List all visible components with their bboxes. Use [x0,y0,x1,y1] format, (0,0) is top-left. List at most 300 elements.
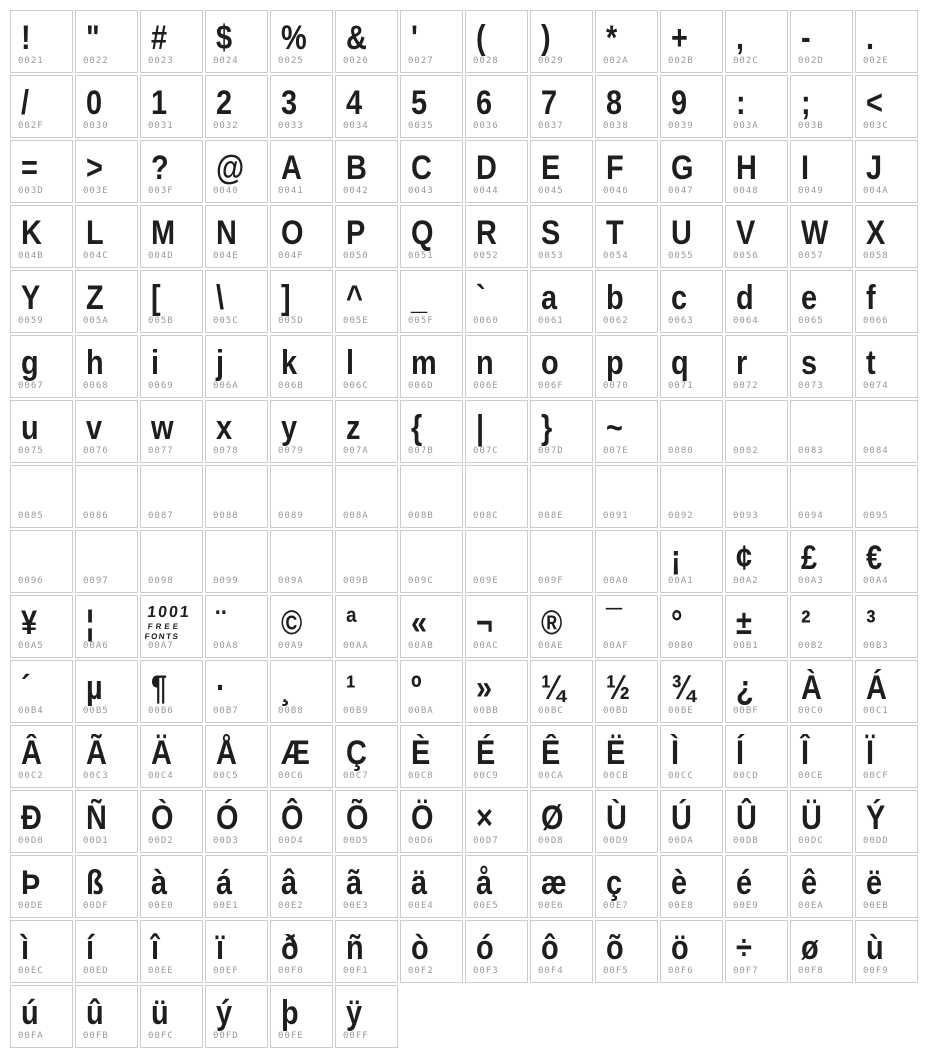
code-label: 0028 [473,56,499,66]
glyph: k [281,344,298,382]
code-label: 00CD [733,771,759,781]
glyph-cell-0079 [270,400,333,463]
glyph: % [281,19,307,57]
glyph-cell-0086 [75,465,138,528]
glyph: ã [346,864,363,902]
code-label: 0087 [148,511,174,521]
glyph-cell-00CA [530,725,593,788]
code-label: 00A8 [213,641,239,651]
glyph: î [151,929,160,967]
glyph-cell-006D [400,335,463,398]
code-label: 00C6 [278,771,304,781]
glyph: $ [216,19,233,57]
glyph-cell-00A6 [75,595,138,658]
glyph-cell-0074 [855,335,918,398]
glyph: c [671,279,688,317]
glyph-cell-003A [725,75,788,138]
code-label: 00D5 [343,836,369,846]
glyph-cell-0040 [205,140,268,203]
glyph-cell-0022 [75,10,138,73]
code-label: 0057 [798,251,824,261]
glyph: ¦ [86,604,95,642]
glyph-cell-00F2 [400,920,463,983]
glyph-cell-0053 [530,205,593,268]
glyph-cell-00B6 [140,660,203,723]
glyph-cell-002D [790,10,853,73]
glyph-cell-0032 [205,75,268,138]
glyph-cell-008B [400,465,463,528]
code-label: 00B4 [18,706,44,716]
glyph-cell-00F8 [790,920,853,983]
code-label: 0050 [343,251,369,261]
code-label: 0054 [603,251,629,261]
glyph-cell-005B [140,270,203,333]
glyph-cell-00C1 [855,660,918,723]
glyph-cell-0062 [595,270,658,333]
glyph-cell-00F3 [465,920,528,983]
glyph: ô [541,929,559,967]
glyph: Ç [346,734,367,772]
glyph-cell-004B [10,205,73,268]
code-label: 0041 [278,186,304,196]
glyph: ) [541,19,551,57]
code-label: 00DC [798,836,824,846]
glyph-cell-0023 [140,10,203,73]
glyph-cell-00E1 [205,855,268,918]
glyph-cell-00E6 [530,855,593,918]
glyph-cell-00D2 [140,790,203,853]
glyph-cell-0096 [10,530,73,593]
code-label: 00BB [473,706,499,716]
glyph-cell-00E3 [335,855,398,918]
glyph: = [21,149,38,187]
glyph-cell-0093 [725,465,788,528]
glyph: l [346,344,355,382]
glyph: / [21,84,30,122]
glyph-cell-0064 [725,270,788,333]
glyph-cell-00B7 [205,660,268,723]
code-label: 003E [83,186,109,196]
glyph: Ô [281,799,304,837]
glyph-cell-0077 [140,400,203,463]
glyph-cell-002E [855,10,918,73]
glyph-cell-00A9 [270,595,333,658]
glyph-cell-00A3 [790,530,853,593]
code-label: 0037 [538,121,564,131]
code-label: 00C3 [83,771,109,781]
code-label: 0022 [83,56,109,66]
glyph: ÿ [346,994,363,1032]
code-label: 00C9 [473,771,499,781]
glyph: à [151,864,168,902]
glyph-cell-00A2 [725,530,788,593]
code-label: 0086 [83,511,109,521]
glyph: ] [281,279,291,317]
glyph: d [736,279,754,317]
glyph-cell-009C [400,530,463,593]
code-label: 00F3 [473,966,499,976]
code-label: 0097 [83,576,109,586]
code-label: 0047 [668,186,694,196]
glyph-cell-00E5 [465,855,528,918]
glyph: Ý [866,799,886,837]
glyph-cell-0099 [205,530,268,593]
glyph: æ [541,864,567,902]
code-label: 003F [148,186,174,196]
code-label: 0025 [278,56,304,66]
glyph-cell-0035 [400,75,463,138]
code-label: 0038 [603,121,629,131]
glyph-cell-0055 [660,205,723,268]
glyph: ¾ [671,669,696,707]
code-label: 0029 [538,56,564,66]
glyph-cell-0021 [10,10,73,73]
glyph: Ö [411,799,434,837]
code-label: 00F2 [408,966,434,976]
glyph-cell-00BC [530,660,593,723]
code-label: 0051 [408,251,434,261]
glyph-cell-00F7 [725,920,788,983]
code-label: 00F5 [603,966,629,976]
code-label: 0062 [603,316,629,326]
glyph-cell-00D0 [10,790,73,853]
code-label: 00D6 [408,836,434,846]
code-label: 00F1 [343,966,369,976]
glyph: > [86,149,103,187]
glyph: Y [21,279,41,317]
glyph: ¥ [21,604,38,642]
glyph-cell-005A [75,270,138,333]
code-label: 00D1 [83,836,109,846]
code-label: 00E5 [473,901,499,911]
glyph: I [801,149,810,187]
code-label: 00CC [668,771,694,781]
glyph-cell-0036 [465,75,528,138]
glyph-cell-00B8 [270,660,333,723]
glyph: © [281,604,303,642]
glyph: Û [736,799,757,837]
glyph: ¼ [541,669,566,707]
glyph-cell-00CF [855,725,918,788]
glyph: é [736,864,753,902]
code-label: 00CE [798,771,824,781]
glyph-cell-0085 [10,465,73,528]
glyph-cell-00F6 [660,920,723,983]
glyph: A [281,149,302,187]
glyph-cell-002B [660,10,723,73]
1001-free-fonts-logo-icon [144,605,191,641]
code-label: 0099 [213,576,239,586]
glyph-cell-00D5 [335,790,398,853]
glyph-cell-00C9 [465,725,528,788]
glyph-cell-00F1 [335,920,398,983]
code-label: 00A3 [798,576,824,586]
glyph: e [801,279,818,317]
glyph-cell-0027 [400,10,463,73]
glyph-cell-0051 [400,205,463,268]
code-label: 002B [668,56,694,66]
code-label: 00EC [18,966,44,976]
glyph-cell-0073 [790,335,853,398]
code-label: 007B [408,446,434,456]
glyph-cell-00B5 [75,660,138,723]
glyph: h [86,344,104,382]
glyph: Å [216,734,237,772]
code-label: 0035 [408,121,434,131]
glyph: R [476,214,497,252]
code-label: 0039 [668,121,694,131]
code-label: 00E3 [343,901,369,911]
glyph-cell-00AE [530,595,593,658]
code-label: 0033 [278,121,304,131]
glyph-cell-00A8 [205,595,268,658]
glyph: s [801,344,818,382]
glyph: ¸ [281,669,291,707]
code-label: 0079 [278,446,304,456]
glyph: i [151,344,160,382]
code-label: 00AF [603,641,629,651]
glyph-cell-0084 [855,400,918,463]
code-label: 00E9 [733,901,759,911]
glyph: ± [736,604,752,642]
glyph-cell-00BB [465,660,528,723]
glyph-cell-0083 [790,400,853,463]
code-label: 0052 [473,251,499,261]
code-label: 007C [473,446,499,456]
glyph-cell-0087 [140,465,203,528]
glyph: Â [21,734,42,772]
code-label: 006A [213,381,239,391]
glyph-cell-00FB [75,985,138,1048]
glyph: U [671,214,692,252]
code-label: 002E [863,56,889,66]
glyph: Ü [801,799,822,837]
glyph-cell-00DC [790,790,853,853]
glyph-cell-003E [75,140,138,203]
glyph: Á [866,669,887,707]
code-label: 0089 [278,511,304,521]
glyph-cell-0047 [660,140,723,203]
code-label: 0095 [863,511,889,521]
code-label: 00AB [408,641,434,651]
glyph-cell-0049 [790,140,853,203]
glyph-cell-00A1 [660,530,723,593]
glyph: 6 [476,84,493,122]
glyph: ª [346,604,357,642]
glyph-cell-00DA [660,790,723,853]
glyph: ñ [346,929,364,967]
glyph-cell-007E [595,400,658,463]
code-label: 004A [863,186,889,196]
glyph: ~ [606,409,623,447]
glyph-cell-00D1 [75,790,138,853]
code-label: 002C [733,56,759,66]
glyph-cell-0092 [660,465,723,528]
glyph: # [151,19,168,57]
code-label: 00E0 [148,901,174,911]
glyph: ¿ [736,669,754,707]
glyph: ³ [866,604,876,642]
code-label: 00B3 [863,641,889,651]
code-label: 005C [213,316,239,326]
glyph: O [281,214,304,252]
code-label: 00C1 [863,706,889,716]
glyph: H [736,149,757,187]
glyph-cell-00B4 [10,660,73,723]
glyph-cell-009F [530,530,593,593]
code-label: 0070 [603,381,629,391]
glyph: ¬ [476,604,493,642]
glyph: Î [801,734,810,772]
glyph: É [476,734,496,772]
glyph: X [866,214,886,252]
glyph: Ë [606,734,626,772]
code-label: 0098 [148,576,174,586]
glyph-cell-004F [270,205,333,268]
code-label: 0092 [668,511,694,521]
code-label: 009E [473,576,499,586]
glyph: V [736,214,756,252]
glyph: ö [671,929,689,967]
glyph: È [411,734,431,772]
glyph: û [86,994,104,1032]
glyph: T [606,214,624,252]
glyph: ß [86,864,104,902]
glyph: ë [866,864,883,902]
glyph-cell-00EB [855,855,918,918]
glyph-cell-0066 [855,270,918,333]
glyph-cell-00CD [725,725,788,788]
code-label: 00A2 [733,576,759,586]
glyph-cell-00D8 [530,790,593,853]
glyph-cell-0076 [75,400,138,463]
glyph-cell-00DD [855,790,918,853]
code-label: 00EA [798,901,824,911]
glyph: } [541,409,553,447]
glyph: ä [411,864,428,902]
code-label: 0023 [148,56,174,66]
code-label: 00D2 [148,836,174,846]
code-label: 00BD [603,706,629,716]
code-label: 00A7 [148,641,174,651]
glyph: ð [281,929,299,967]
glyph-cell-009A [270,530,333,593]
glyph: P [346,214,366,252]
glyph: ´ [21,669,31,707]
glyph-cell-0070 [595,335,658,398]
glyph-cell-0088 [205,465,268,528]
glyph: è [671,864,688,902]
glyph: ¨ [216,604,226,642]
glyph-cell-00FA [10,985,73,1048]
glyph-cell-0054 [595,205,658,268]
code-label: 0085 [18,511,44,521]
code-label: 00E8 [668,901,694,911]
code-label: 0026 [343,56,369,66]
code-label: 00BA [408,706,434,716]
glyph-cell-007B [400,400,463,463]
glyph: º [411,669,422,707]
glyph: ; [801,84,811,122]
code-label: 00CF [863,771,889,781]
glyph-cell-00E2 [270,855,333,918]
glyph-cell-009B [335,530,398,593]
glyph: ^ [346,279,363,317]
glyph: j [216,344,225,382]
code-label: 0075 [18,446,44,456]
code-label: 00FB [83,1031,109,1041]
glyph: x [216,409,233,447]
glyph: * [606,19,618,57]
code-label: 004B [18,251,44,261]
code-label: 00ED [83,966,109,976]
glyph-cell-0063 [660,270,723,333]
glyph: õ [606,929,624,967]
glyph: À [801,669,822,707]
glyph-cell-002C [725,10,788,73]
glyph: \ [216,279,225,317]
glyph: 2 [216,84,233,122]
glyph-cell-007C [465,400,528,463]
glyph-cell-00C0 [790,660,853,723]
code-label: 0065 [798,316,824,326]
code-label: 00E4 [408,901,434,911]
glyph: Æ [281,734,310,772]
code-label: 00A9 [278,641,304,651]
glyph-cell-009E [465,530,528,593]
code-label: 005D [278,316,304,326]
code-label: 0064 [733,316,759,326]
code-label: 00FC [148,1031,174,1041]
glyph: | [476,409,485,447]
code-label: 0072 [733,381,759,391]
code-label: 0053 [538,251,564,261]
code-label: 00EE [148,966,174,976]
glyph-cell-00CE [790,725,853,788]
glyph: ? [151,149,169,187]
glyph-cell-00ED [75,920,138,983]
glyph: M [151,214,176,252]
code-label: 003D [18,186,44,196]
glyph: ì [21,929,30,967]
code-label: 0063 [668,316,694,326]
code-label: 0055 [668,251,694,261]
glyph: Ì [671,734,680,772]
glyph: ç [606,864,623,902]
code-label: 00DE [18,901,44,911]
glyph: ü [151,994,169,1032]
glyph: ¡ [671,539,681,577]
glyph: Ï [866,734,875,772]
glyph: C [411,149,432,187]
glyph: g [21,344,39,382]
code-label: 005A [83,316,109,326]
code-label: 00DA [668,836,694,846]
glyph-cell-00B2 [790,595,853,658]
glyph: 9 [671,84,688,122]
glyph: 1 [151,84,168,122]
glyph-cell-008A [335,465,398,528]
code-label: 00D7 [473,836,499,846]
glyph-cell-0089 [270,465,333,528]
glyph: ! [21,19,31,57]
code-label: 00B2 [798,641,824,651]
glyph-cell-0028 [465,10,528,73]
code-label: 0058 [863,251,889,261]
code-label: 008B [408,511,434,521]
code-label: 0042 [343,186,369,196]
glyph: ù [866,929,884,967]
